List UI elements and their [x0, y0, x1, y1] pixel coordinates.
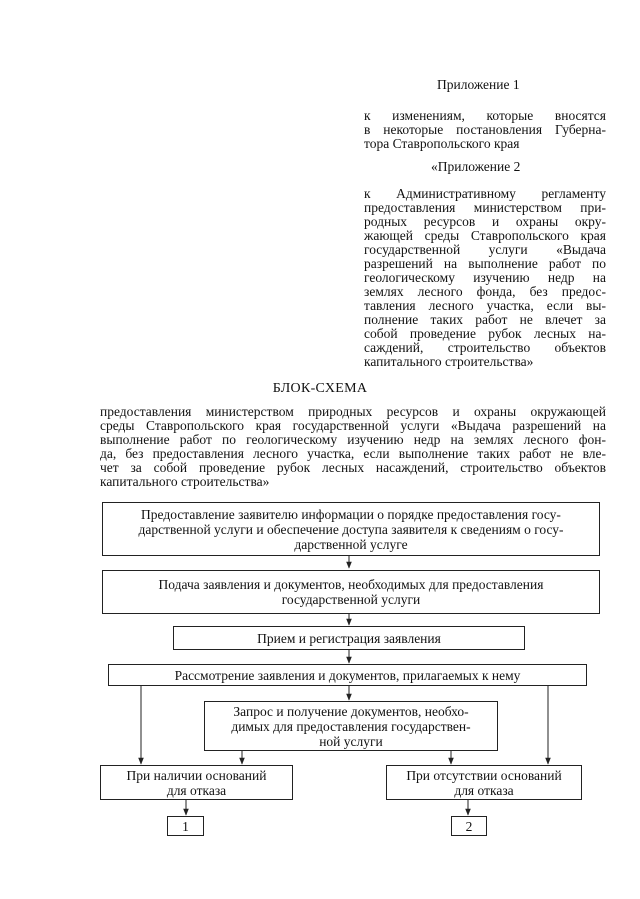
appendix1-line: в некоторые постановления Губерна-	[364, 122, 606, 137]
branch-left-line: для отказа	[166, 782, 227, 798]
subtitle-line: чет за собой проведение рубок лесных насаждений, строительство объектов	[100, 460, 606, 475]
branch-left-line: При наличии оснований	[126, 767, 267, 783]
step-request-documents	[204, 701, 498, 751]
branch-no-refusal-grounds	[386, 765, 582, 800]
appendix2-line: тавления лесного участка, если вы-	[364, 298, 606, 313]
connector-2: 2	[451, 816, 487, 836]
step1-line: дарственной услуге	[294, 536, 408, 552]
subtitle-line: да, без предоставления лесного участка, если выполнение таких работ не вле-	[100, 446, 606, 461]
appendix2-line: полнение таких работ не влечет за	[364, 312, 606, 327]
appendix2-line: саждений, строительство объектов	[364, 340, 606, 355]
subtitle-line: выполнение работ по геологическому изучению недр на землях лесного фон-	[100, 432, 606, 447]
step-receive-register: Прием и регистрация заявления	[173, 626, 525, 650]
appendix2-line: родных ресурсов и охраны окру-	[364, 214, 606, 229]
appendix1-title: Приложение 1	[437, 77, 520, 92]
appendix2-line: собой проведение рубок лесных на-	[364, 326, 606, 341]
subtitle-line: капитального строительства»	[100, 474, 270, 489]
subtitle-line: предоставления министерством природных ресурсов и охраны окружающей	[100, 404, 606, 419]
document-title: БЛОК-СХЕМА	[272, 381, 368, 396]
appendix2-line: к Административному регламенту	[364, 186, 606, 201]
step-review-documents: Рассмотрение заявления и документов, прилагаемых к нему	[108, 664, 587, 686]
appendix2-line: разрешений на выполнение работ по	[364, 256, 606, 271]
branch-right-line: При отсутствии оснований	[406, 767, 562, 783]
appendix2-line: предоставления министерством при-	[364, 200, 606, 215]
appendix2-line: капитального строительства»	[364, 354, 534, 369]
subtitle-line: среды Ставропольского края государственной услуги «Выдача разрешений на	[100, 418, 606, 433]
appendix1-line: тора Ставропольского края	[364, 136, 520, 151]
appendix2-line: геологическому изучению недр на	[364, 270, 606, 285]
step1-line: Предоставление заявителю информации о порядке предоставления госу-	[141, 506, 561, 522]
step5-line: ной услуги	[319, 733, 383, 749]
step1-line: дарственной услуги и обеспечение доступа заявителя к сведениям о госу-	[138, 521, 564, 537]
appendix2-line: землях лесного фонда, без предос-	[364, 284, 606, 299]
step2-line: Подача заявления и документов, необходимых для предоставления	[158, 577, 544, 592]
branch-right-line: для отказа	[454, 782, 514, 798]
appendix2-line: жающей среды Ставропольского края	[364, 228, 606, 243]
appendix2-title: «Приложение 2	[431, 159, 521, 174]
step5-line: Запрос и получение документов, необхо-	[233, 703, 469, 719]
step2-line: государственной услуги	[281, 592, 421, 607]
step5-line: димых для предоставления государствен-	[231, 718, 471, 734]
branch-refusal-grounds	[100, 765, 293, 800]
step-submit-application	[102, 570, 600, 614]
appendix2-line: государственной услуги «Выдача	[364, 242, 606, 257]
step-provide-information	[102, 502, 600, 556]
connector-1: 1	[167, 816, 204, 836]
appendix1-line: к изменениям, которые вносятся	[364, 108, 606, 123]
